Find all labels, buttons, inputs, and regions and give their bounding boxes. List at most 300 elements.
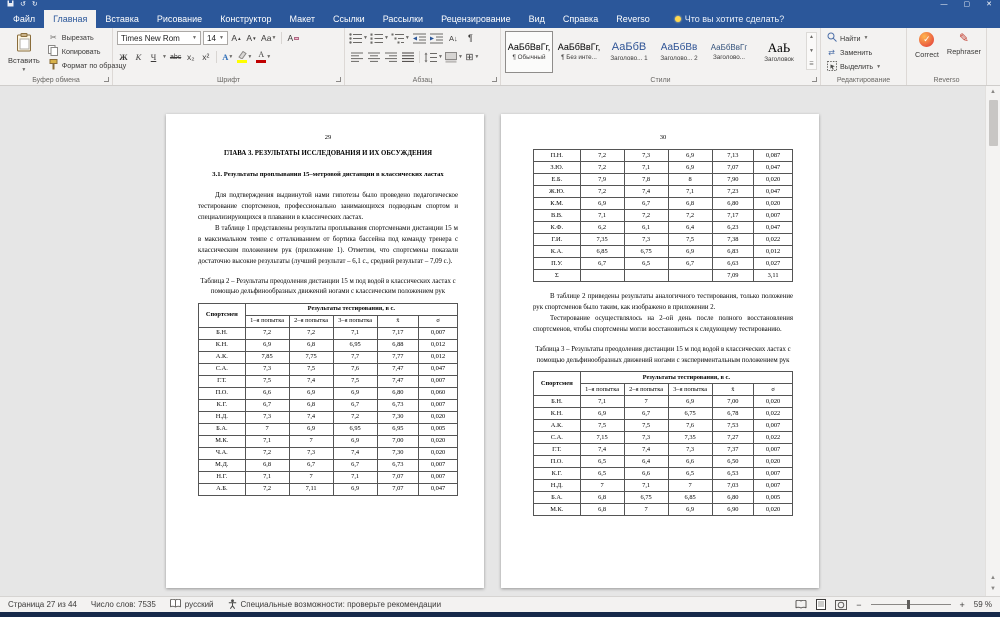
increase-indent-button[interactable] — [429, 31, 444, 45]
table-cell[interactable]: П.О. — [199, 387, 246, 399]
table-cell[interactable]: М.К. — [199, 435, 246, 447]
table-cell[interactable]: 7,15 — [580, 432, 624, 444]
table-cell[interactable]: 0,047 — [419, 363, 458, 375]
table-cell[interactable]: 0,060 — [419, 387, 458, 399]
document-page-29[interactable] — [166, 114, 484, 588]
table-cell[interactable]: 6,80 — [712, 198, 753, 210]
table-cell[interactable]: 6,78 — [712, 408, 753, 420]
table-cell[interactable]: 7,5 — [624, 420, 668, 432]
table-cell[interactable]: 7,85 — [245, 351, 289, 363]
table-cell[interactable]: Б.Н. — [199, 327, 246, 339]
font-size-select[interactable]: 14 ▼ — [203, 31, 228, 45]
zoom-level[interactable]: 59 % — [973, 600, 992, 609]
table-cell[interactable]: 7 — [624, 396, 668, 408]
table-cell[interactable]: 7,5 — [245, 375, 289, 387]
table-cell[interactable]: Н.Д. — [534, 480, 581, 492]
tab-insert[interactable]: Вставка — [105, 14, 139, 24]
table-cell[interactable]: 6,6 — [624, 468, 668, 480]
minimize-button[interactable]: — — [940, 1, 948, 8]
table-cell[interactable]: П.У. — [534, 258, 581, 270]
table-cell[interactable]: 7,4 — [289, 411, 333, 423]
table-cell[interactable]: 0,020 — [419, 411, 458, 423]
table-cell[interactable]: 7,75 — [289, 351, 333, 363]
table-cell[interactable]: 7,9 — [580, 174, 624, 186]
table-cell[interactable]: 7,3 — [245, 411, 289, 423]
scrollbar-down-icon[interactable]: ▼ — [990, 586, 996, 592]
table-caption[interactable]: Таблица 2 – Результаты преодоления дистанции 15 м под водой в классических ластах с помощью дельфинообразных движений ногами с классическим положением рук — [200, 277, 456, 296]
table-cell[interactable]: Г.Т. — [199, 375, 246, 387]
zoom-slider-thumb[interactable] — [907, 600, 910, 609]
table-cell[interactable]: 7,2 — [668, 210, 712, 222]
table-cell[interactable]: 7,30 — [377, 411, 418, 423]
table-cell[interactable]: А.К. — [534, 420, 581, 432]
vertical-scrollbar[interactable] — [985, 86, 1000, 596]
clear-formatting-button[interactable]: А — [286, 31, 300, 45]
styles-scroll-up-icon[interactable]: ▲ — [809, 34, 814, 40]
format-painter-button[interactable]: Формат по образцу — [47, 59, 127, 72]
font-name-select[interactable]: Times New Rom ▼ — [117, 31, 201, 45]
style-heading-2[interactable]: АаБбВв Заголово... 2 — [660, 41, 698, 62]
table-cell[interactable]: К.А. — [534, 246, 581, 258]
table-cell[interactable]: 6,6 — [668, 456, 712, 468]
table-cell[interactable]: 0,007 — [754, 468, 793, 480]
scrollbar-up-icon[interactable]: ▲ — [990, 89, 996, 95]
styles-more-icon[interactable]: ☰ — [809, 61, 814, 67]
table-cell[interactable]: 7,1 — [580, 396, 624, 408]
table-cell[interactable]: 6,9 — [668, 246, 712, 258]
table-cell[interactable]: К.Г. — [199, 399, 246, 411]
table-cell[interactable]: 7,6 — [333, 363, 377, 375]
table-cell[interactable]: 7,2 — [624, 210, 668, 222]
table-cell[interactable]: 7,6 — [668, 420, 712, 432]
table-cell[interactable]: 7,1 — [333, 327, 377, 339]
table-cell[interactable]: 7,4 — [289, 375, 333, 387]
table-cell[interactable]: 6,5 — [580, 456, 624, 468]
replace-button[interactable]: ⇄ Заменить — [825, 46, 902, 58]
results-table-continuation[interactable] — [533, 149, 793, 282]
table-cell[interactable]: 7,3 — [624, 234, 668, 246]
table-cell[interactable]: 6,8 — [580, 492, 624, 504]
style-normal[interactable]: АаБбВвГг, ¶ Обычный — [505, 31, 553, 73]
table-cell[interactable]: 7,1 — [624, 162, 668, 174]
table-cell[interactable]: 7,30 — [377, 447, 418, 459]
table-cell[interactable]: 6,85 — [668, 492, 712, 504]
table-cell[interactable]: 6,7 — [668, 258, 712, 270]
tab-layout[interactable]: Макет — [289, 14, 315, 24]
table-cell[interactable]: П.Н. — [534, 150, 581, 162]
table-cell[interactable]: 6,1 — [624, 222, 668, 234]
table-cell[interactable]: 0,022 — [754, 432, 793, 444]
table-cell[interactable]: 7,3 — [245, 363, 289, 375]
font-color-button[interactable]: А ▼ — [255, 50, 272, 64]
table-cell[interactable]: Е.Б. — [534, 174, 581, 186]
table-cell[interactable]: 0,007 — [419, 459, 458, 471]
align-center-button[interactable] — [366, 50, 381, 64]
table-cell[interactable]: 7,1 — [245, 435, 289, 447]
table-cell[interactable]: 7,09 — [712, 270, 753, 282]
table-cell[interactable]: К.Н. — [534, 408, 581, 420]
table-cell[interactable]: 6,50 — [712, 456, 753, 468]
dialog-launcher-icon[interactable] — [104, 77, 109, 82]
style-heading-1[interactable]: АаБбВ Заголово... 1 — [610, 41, 648, 62]
table-cell[interactable]: 7 — [668, 480, 712, 492]
table-cell[interactable]: 0,012 — [754, 246, 793, 258]
table-cell[interactable]: 6,9 — [289, 423, 333, 435]
table-cell[interactable]: 0,007 — [419, 471, 458, 483]
table-cell[interactable]: 7,4 — [580, 444, 624, 456]
results-table-classic[interactable] — [198, 303, 458, 496]
table-cell[interactable]: Б.Н. — [534, 396, 581, 408]
table-cell[interactable] — [580, 270, 624, 282]
table-cell[interactable]: 7,5 — [668, 234, 712, 246]
table-cell[interactable]: 7 — [289, 435, 333, 447]
table-cell[interactable]: 0,005 — [419, 423, 458, 435]
table-cell[interactable]: 6,8 — [245, 459, 289, 471]
section-heading[interactable]: 3.1. Результаты проплывания 15–метровой дистанции в классических ластах — [212, 170, 444, 178]
previous-page-icon[interactable]: ▲ — [990, 575, 996, 581]
table-cell[interactable]: 6,7 — [333, 399, 377, 411]
table-cell[interactable]: 0,007 — [754, 444, 793, 456]
body-paragraph[interactable]: В таблице 2 приведены результаты аналогичного тестирования, только положение рук спортсменов было таким, как изображено в приложении 2. — [533, 293, 793, 311]
grow-font-button[interactable]: А ▲ — [231, 33, 242, 43]
strikethrough-button[interactable]: abc — [169, 53, 182, 61]
table-cell[interactable]: 0,005 — [754, 492, 793, 504]
dialog-launcher-icon[interactable] — [492, 77, 497, 82]
table-cell[interactable]: 6,7 — [245, 399, 289, 411]
table-cell[interactable]: Б.А. — [534, 492, 581, 504]
results-table-experimental[interactable] — [533, 371, 793, 516]
redo-icon[interactable]: ↻ — [31, 1, 38, 8]
tell-me-search[interactable] — [675, 10, 785, 28]
zoom-in-button[interactable]: + — [959, 599, 965, 610]
table-cell[interactable]: В.В. — [534, 210, 581, 222]
table-cell[interactable]: 6,75 — [624, 246, 668, 258]
table-cell[interactable]: 0,007 — [754, 420, 793, 432]
table-cell[interactable]: 6,9 — [668, 162, 712, 174]
table-cell[interactable]: 6,75 — [624, 492, 668, 504]
tab-mailings[interactable]: Рассылки — [382, 14, 424, 24]
table-cell[interactable]: 0,020 — [754, 456, 793, 468]
table-cell[interactable]: 6,7 — [624, 198, 668, 210]
table-cell[interactable]: 7,35 — [580, 234, 624, 246]
justify-button[interactable] — [400, 50, 415, 64]
table-cell[interactable]: 6,9 — [289, 387, 333, 399]
table-cell[interactable]: 6,9 — [245, 339, 289, 351]
table-cell[interactable]: 7,00 — [377, 435, 418, 447]
table-cell[interactable]: 7,7 — [333, 351, 377, 363]
undo-icon[interactable]: ↺ — [20, 1, 26, 8]
table-cell[interactable] — [624, 270, 668, 282]
table-cell[interactable]: Ч.А. — [199, 447, 246, 459]
table-cell[interactable]: 7,27 — [712, 432, 753, 444]
table-cell[interactable]: 7,07 — [377, 483, 418, 495]
table-cell[interactable]: 0,022 — [754, 234, 793, 246]
table-cell[interactable]: 7,3 — [289, 447, 333, 459]
table-cell[interactable]: 6,85 — [580, 246, 624, 258]
table-cell[interactable]: Б.А. — [199, 423, 246, 435]
table-cell[interactable]: Σ — [534, 270, 581, 282]
table-cell[interactable]: 7,37 — [712, 444, 753, 456]
line-spacing-button[interactable]: ▼ — [424, 50, 443, 64]
table-cell[interactable]: 6,9 — [668, 504, 712, 516]
close-button[interactable]: ✕ — [986, 1, 992, 8]
body-paragraph[interactable]: Для подтверждения выдвинутой нами гипотезы было проведено педагогическое тестирование спортсменов, профессионально занимающихся подводным спортом и специализирующихся в плавании в классических ластах. — [198, 191, 458, 221]
styles-scroll-down-icon[interactable]: ▼ — [809, 47, 814, 54]
table-cell[interactable]: 7,2 — [580, 186, 624, 198]
table-cell[interactable]: 6,9 — [580, 408, 624, 420]
table-cell[interactable]: 0,087 — [754, 150, 793, 162]
table-cell[interactable]: 6,53 — [712, 468, 753, 480]
body-paragraph[interactable]: В таблице 1 представлены результаты проплывания спортсменами дистанции 15 м в максимальном темпе с отталкиванием от бортика бассейна под команду тренера с классическим положением рук (приложение 1). Отметим, что спортсмены показали достаточно высокие результаты (лучший результат – 6,1 с., средний результат – 7,09 с.). — [198, 224, 458, 265]
borders-button[interactable]: ⊞ ▼ — [465, 51, 480, 63]
table-cell[interactable]: 0,020 — [754, 198, 793, 210]
reverso-correct-button[interactable]: ✓ Correct — [915, 34, 939, 59]
table-cell[interactable]: 6,9 — [333, 435, 377, 447]
align-left-button[interactable] — [349, 50, 364, 64]
table-cell[interactable]: 7,1 — [624, 480, 668, 492]
shrink-font-button[interactable]: А ▼ — [246, 33, 257, 43]
style-heading-3[interactable]: АаБбВвГг Заголово... — [710, 42, 748, 61]
table-cell[interactable]: 7,17 — [712, 210, 753, 222]
table-cell[interactable]: 7,2 — [580, 150, 624, 162]
table-cell[interactable]: 7,4 — [333, 447, 377, 459]
table-cell[interactable]: 7,4 — [624, 444, 668, 456]
tab-review[interactable]: Рецензирование — [441, 14, 511, 24]
zoom-slider[interactable] — [871, 604, 951, 605]
table-cell[interactable]: 0,007 — [419, 375, 458, 387]
table-cell[interactable]: 7 — [289, 471, 333, 483]
table-cell[interactable]: 0,020 — [754, 396, 793, 408]
style-title[interactable]: АаЬ Заголовок — [764, 40, 794, 63]
table-cell[interactable]: 6,9 — [333, 387, 377, 399]
table-cell[interactable]: 6,73 — [377, 399, 418, 411]
table-cell[interactable]: К.Ф. — [534, 222, 581, 234]
read-mode-icon[interactable] — [794, 599, 807, 610]
table-cell[interactable]: 7,53 — [712, 420, 753, 432]
table-cell[interactable]: 8 — [668, 174, 712, 186]
table-cell[interactable]: 7,47 — [377, 363, 418, 375]
table-cell[interactable]: 3,11 — [754, 270, 793, 282]
language-indicator[interactable]: русский — [170, 599, 214, 610]
decrease-indent-button[interactable] — [412, 31, 427, 45]
table-cell[interactable]: 7,1 — [245, 471, 289, 483]
table-cell[interactable]: П.О. — [534, 456, 581, 468]
table-cell[interactable]: К.М. — [534, 198, 581, 210]
table-cell[interactable]: 6,7 — [580, 258, 624, 270]
sort-button[interactable]: А↓ — [448, 33, 458, 43]
table-cell[interactable]: 6,80 — [712, 492, 753, 504]
table-cell[interactable]: 0,047 — [754, 162, 793, 174]
table-cell[interactable]: 7 — [580, 480, 624, 492]
table-cell[interactable]: 7,2 — [580, 162, 624, 174]
table-cell[interactable]: 7,8 — [624, 174, 668, 186]
table-cell[interactable]: 7,2 — [289, 327, 333, 339]
table-cell[interactable]: 6,4 — [668, 222, 712, 234]
table-cell[interactable]: 7,90 — [712, 174, 753, 186]
italic-button[interactable]: К — [135, 52, 142, 62]
table-caption[interactable]: Таблица 3 – Результаты преодоления дистанции 15 м под водой в классических ластах с помощью дельфинообразных движений ногами с экспериментальным положением рук — [535, 346, 791, 364]
cut-button[interactable]: ✂ Вырезать — [47, 31, 127, 44]
table-cell[interactable]: К.Н. — [199, 339, 246, 351]
table-cell[interactable]: 7,38 — [712, 234, 753, 246]
table-cell[interactable]: 6,73 — [377, 459, 418, 471]
table-cell[interactable]: 7,4 — [624, 186, 668, 198]
dialog-launcher-icon[interactable] — [812, 77, 817, 82]
table-cell[interactable]: 7,1 — [668, 186, 712, 198]
numbering-button[interactable]: ▼ — [370, 31, 389, 45]
subscript-button[interactable]: x₂ — [186, 52, 195, 62]
table-cell[interactable]: 6,6 — [245, 387, 289, 399]
body-paragraph[interactable]: Тестирование осуществлялось на 2–ой день после полного восстановления спортсменов, чтобы спортсмены могли восстановиться к следующему тестированию. — [533, 315, 793, 333]
table-cell[interactable]: 0,027 — [754, 258, 793, 270]
accessibility-status[interactable]: Специальные возможности: проверьте рекомендации — [228, 599, 442, 611]
table-cell[interactable]: 6,23 — [712, 222, 753, 234]
word-count[interactable]: Число слов: 7535 — [90, 600, 156, 609]
page-indicator[interactable]: Страница 27 из 44 — [8, 600, 77, 609]
restore-button[interactable]: ▢ — [963, 1, 971, 8]
bold-button[interactable]: Ж — [119, 52, 128, 62]
print-layout-icon[interactable] — [814, 599, 827, 610]
table-cell[interactable]: 0,020 — [419, 447, 458, 459]
table-cell[interactable]: А.Б. — [199, 483, 246, 495]
table-cell[interactable]: 0,012 — [419, 351, 458, 363]
table-cell[interactable]: 6,2 — [580, 222, 624, 234]
table-cell[interactable]: 7 — [624, 504, 668, 516]
select-button[interactable]: Выделить ▼ — [825, 61, 902, 73]
table-cell[interactable]: 7,3 — [624, 432, 668, 444]
scrollbar-thumb[interactable] — [989, 100, 998, 146]
table-cell[interactable]: 6,9 — [580, 198, 624, 210]
table-cell[interactable]: 6,7 — [333, 459, 377, 471]
tab-references[interactable]: Ссылки — [333, 14, 365, 24]
table-cell[interactable]: К.Г. — [534, 468, 581, 480]
table-cell[interactable]: 6,95 — [333, 339, 377, 351]
table-cell[interactable]: 6,83 — [712, 246, 753, 258]
table-cell[interactable]: 7,07 — [377, 471, 418, 483]
table-cell[interactable]: 6,75 — [668, 408, 712, 420]
table-cell[interactable]: 7,3 — [668, 444, 712, 456]
chapter-heading[interactable]: ГЛАВА 3. РЕЗУЛЬТАТЫ ИССЛЕДОВАНИЯ И ИХ ОБСУЖДЕНИЯ — [223, 150, 433, 157]
table-cell[interactable]: 7,03 — [712, 480, 753, 492]
highlight-button[interactable]: ▼ — [236, 50, 253, 64]
table-cell[interactable]: 6,8 — [668, 198, 712, 210]
table-cell[interactable]: 7 — [245, 423, 289, 435]
table-cell[interactable]: 6,7 — [289, 459, 333, 471]
tab-help[interactable]: Справка — [562, 14, 599, 24]
style-no-spacing[interactable]: АаБбВвГг, ¶ Без инте... — [557, 42, 601, 61]
text-effects-button[interactable]: А ▼ — [222, 52, 234, 62]
tab-home[interactable]: Главная — [44, 10, 96, 28]
table-cell[interactable]: М.К. — [534, 504, 581, 516]
table-cell[interactable]: 7,2 — [245, 483, 289, 495]
table-cell[interactable]: 7,11 — [289, 483, 333, 495]
table-cell[interactable]: 0,022 — [754, 408, 793, 420]
paste-button[interactable] — [4, 31, 44, 75]
table-cell[interactable]: 6,95 — [377, 423, 418, 435]
table-cell[interactable]: 0,007 — [419, 327, 458, 339]
table-cell[interactable]: 0,020 — [754, 504, 793, 516]
table-cell[interactable]: 7,77 — [377, 351, 418, 363]
tab-draw[interactable]: Рисование — [156, 14, 203, 24]
table-cell[interactable]: 0,012 — [419, 339, 458, 351]
table-cell[interactable]: 0,047 — [754, 186, 793, 198]
table-cell[interactable]: 7,13 — [712, 150, 753, 162]
table-cell[interactable]: 0,020 — [419, 435, 458, 447]
reverso-rephraser-button[interactable]: ✎ Rephraser — [946, 31, 981, 56]
table-cell[interactable]: 7,5 — [333, 375, 377, 387]
table-cell[interactable]: 0,047 — [754, 222, 793, 234]
bullets-button[interactable]: ▼ — [349, 31, 368, 45]
table-cell[interactable]: З.Ю. — [534, 162, 581, 174]
document-page-30[interactable] — [501, 114, 819, 588]
tab-view[interactable]: Вид — [528, 14, 545, 24]
table-cell[interactable]: М.Д. — [199, 459, 246, 471]
table-cell[interactable]: 7,07 — [712, 162, 753, 174]
table-cell[interactable]: 6,90 — [712, 504, 753, 516]
table-cell[interactable]: 7,2 — [245, 447, 289, 459]
table-cell[interactable]: А.К. — [199, 351, 246, 363]
table-cell[interactable]: 7,1 — [580, 210, 624, 222]
table-cell[interactable]: 7,2 — [333, 411, 377, 423]
table-cell[interactable]: 6,5 — [668, 468, 712, 480]
table-cell[interactable]: 7,17 — [377, 327, 418, 339]
table-cell[interactable]: 0,047 — [419, 483, 458, 495]
table-cell[interactable]: 0,007 — [419, 399, 458, 411]
tab-reverso[interactable]: Reverso — [616, 14, 650, 24]
dialog-launcher-icon[interactable] — [336, 77, 341, 82]
table-cell[interactable]: 0,020 — [754, 174, 793, 186]
zoom-out-button[interactable]: − — [856, 599, 862, 610]
table-cell[interactable]: 6,88 — [377, 339, 418, 351]
table-cell[interactable]: 6,95 — [333, 423, 377, 435]
table-cell[interactable]: 6,8 — [289, 339, 333, 351]
superscript-button[interactable]: x² — [202, 52, 210, 62]
table-cell[interactable]: 7,1 — [333, 471, 377, 483]
find-button[interactable]: Найти ▼ — [825, 32, 902, 44]
table-cell[interactable]: 6,9 — [668, 396, 712, 408]
tab-design[interactable]: Конструктор — [220, 14, 272, 24]
table-cell[interactable]: Н.Д. — [199, 411, 246, 423]
table-cell[interactable]: 6,8 — [289, 399, 333, 411]
table-cell[interactable]: 6,4 — [624, 456, 668, 468]
table-cell[interactable]: 7,35 — [668, 432, 712, 444]
table-cell[interactable]: 6,9 — [333, 483, 377, 495]
table-cell[interactable]: Г.Т. — [534, 444, 581, 456]
underline-button[interactable]: Ч — [150, 52, 157, 62]
table-cell[interactable] — [668, 270, 712, 282]
shading-button[interactable]: ▼ — [445, 50, 463, 64]
table-cell[interactable]: 7,5 — [289, 363, 333, 375]
table-cell[interactable]: 6,8 — [580, 504, 624, 516]
table-cell[interactable]: 6,9 — [668, 150, 712, 162]
table-cell[interactable]: 6,5 — [580, 468, 624, 480]
table-cell[interactable]: 6,7 — [624, 408, 668, 420]
table-cell[interactable]: 7,3 — [624, 150, 668, 162]
tab-file[interactable]: Файл — [13, 14, 36, 24]
table-cell[interactable]: 7,5 — [580, 420, 624, 432]
table-cell[interactable]: 6,5 — [624, 258, 668, 270]
document-workspace[interactable] — [0, 86, 1000, 596]
table-cell[interactable]: 6,80 — [377, 387, 418, 399]
pilcrow-button[interactable]: ¶ — [467, 33, 473, 43]
underline-caret[interactable]: ▼ — [162, 54, 167, 60]
align-right-button[interactable] — [383, 50, 398, 64]
table-cell[interactable]: 7,2 — [245, 327, 289, 339]
table-cell[interactable]: 0,007 — [754, 210, 793, 222]
multilevel-list-button[interactable]: ▼ — [391, 31, 410, 45]
change-case-button[interactable]: Аа ▼ — [261, 33, 277, 43]
table-cell[interactable]: Ж.Ю. — [534, 186, 581, 198]
